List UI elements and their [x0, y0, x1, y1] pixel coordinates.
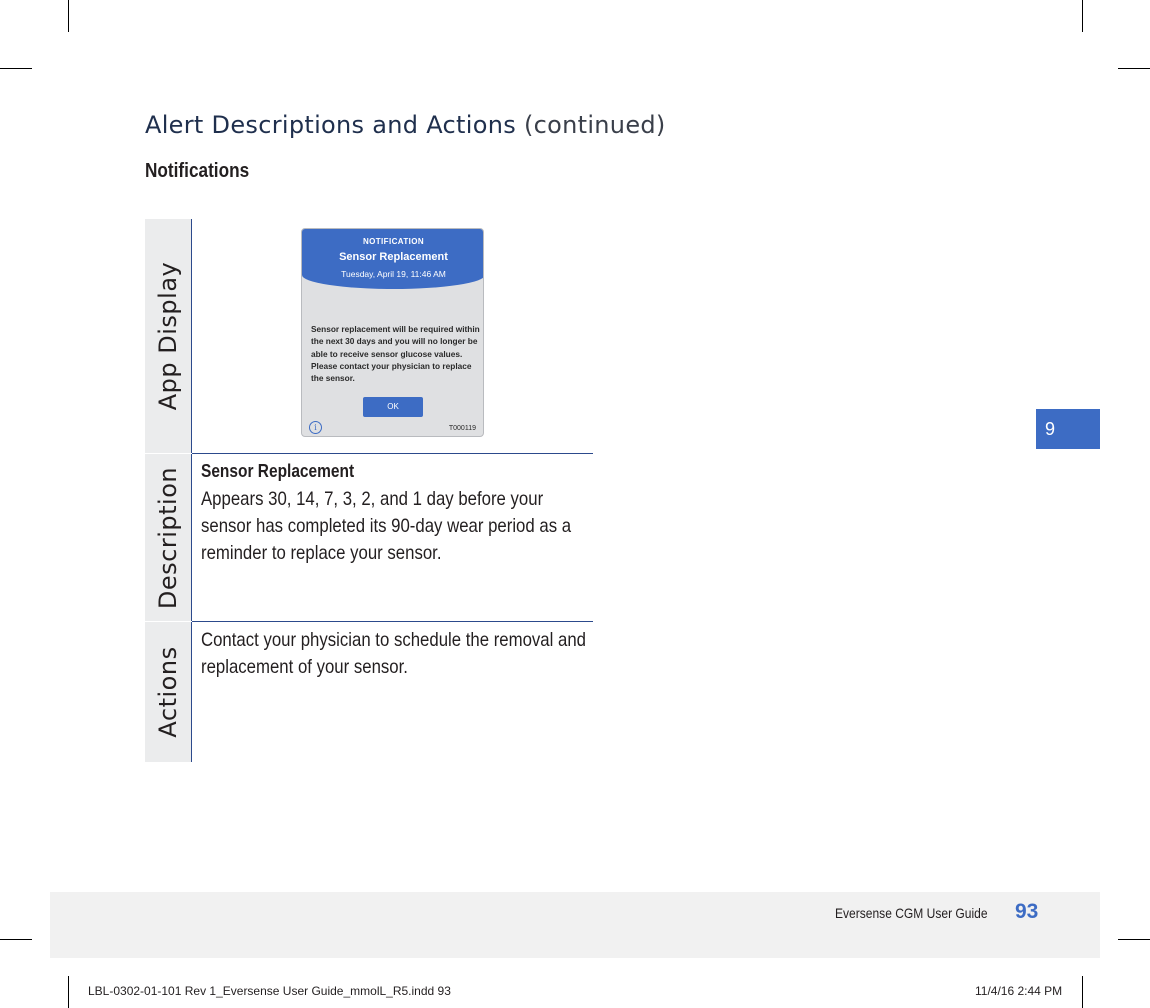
crop-mark [68, 0, 69, 32]
info-icon[interactable]: i [309, 421, 322, 434]
page-title-suffix: (continued) [523, 111, 666, 139]
crop-mark [1118, 68, 1150, 69]
notification-code: T000119 [448, 425, 476, 432]
notification-label: NOTIFICATION [362, 237, 425, 246]
row-label-description [145, 454, 192, 621]
ok-button[interactable]: OK [363, 397, 423, 417]
row-label-actions [145, 622, 192, 762]
footer-guide-name: Eversense CGM User Guide [835, 905, 988, 921]
row-divider [192, 453, 593, 454]
crop-mark [0, 939, 32, 940]
notification-header [302, 229, 484, 289]
section-subtitle: Notifications [145, 160, 250, 182]
notification-timestamp: Tuesday, April 19, 11:46 AM [341, 269, 446, 279]
crop-mark [1082, 976, 1083, 1008]
notification-message: Sensor replacement will be required within the next 30 days and you will no longer be able to receive sensor glucose values. Please contact your physician to replace the sensor. [311, 324, 480, 384]
notification-title: Sensor Replacement [339, 251, 448, 263]
row-label-text: Actions [154, 646, 182, 738]
page-number: 93 [1015, 900, 1039, 923]
footer-bar [50, 892, 1100, 958]
crop-mark [1082, 0, 1083, 32]
page-title [145, 111, 666, 139]
row-label-app-display [145, 219, 192, 453]
print-slug-date: 11/4/16 2:44 PM [975, 984, 1063, 998]
crop-mark [68, 976, 69, 1008]
print-slug-file: LBL-0302-01-101 Rev 1_Eversense User Guide_mmolL_R5.indd 93 [88, 984, 451, 998]
actions-text: Contact your physician to schedule the removal and replacement of your sensor. [201, 629, 586, 678]
row-label-text: Description [154, 466, 182, 609]
row-label-text: App Display [154, 261, 182, 411]
notification-screenshot [301, 228, 484, 437]
crop-mark [0, 68, 32, 69]
chapter-tab: 9 [1036, 409, 1100, 449]
page-title-text: Alert Descriptions and Actions [145, 111, 517, 139]
description-text: Appears 30, 14, 7, 3, 2, and 1 day before your sensor has completed its 90-day wear period as a reminder to replace your sensor. [201, 488, 572, 564]
row-divider [192, 621, 593, 622]
description-title: Sensor Replacement [201, 461, 355, 481]
crop-mark [1118, 939, 1150, 940]
